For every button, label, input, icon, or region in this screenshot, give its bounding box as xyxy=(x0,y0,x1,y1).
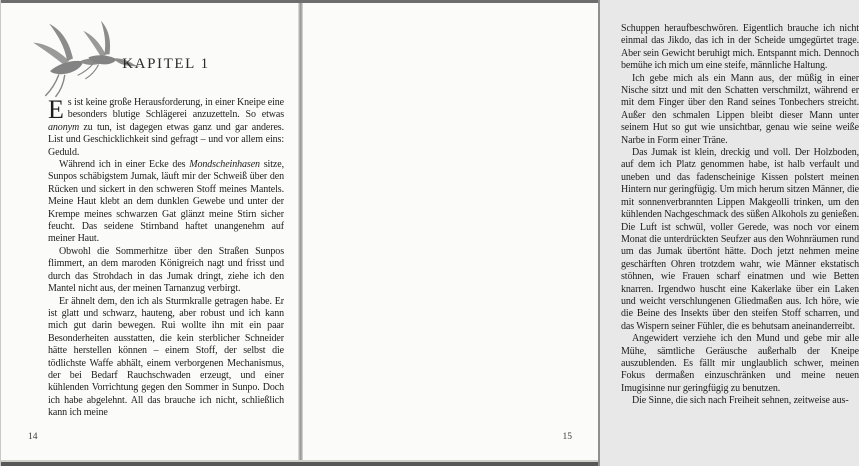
left-page xyxy=(0,0,298,462)
drop-cap: E xyxy=(48,95,64,124)
right-page-text xyxy=(621,23,859,408)
paragraph: Die Sinne, die sich nach Freiheit sehnen, zeitweise aus- xyxy=(632,395,849,407)
photo-edge-top xyxy=(0,0,600,3)
paragraph-text: s ist keine große Herausforderung, in einer Kneipe eine besonders blutige Schlägerei anzuzetteln. So etwas anonym zu tun, ist dagegen etwas ganz und gar anderes. List und Geschicklichkeit sind gefragt – und vor allem eins: Geduld. xyxy=(48,97,284,158)
photo-edge-left xyxy=(0,0,1,466)
page-number-right: 15 xyxy=(562,432,572,442)
paragraph: Er ähnelt dem, den ich als Sturmkralle getragen habe. Er ist glatt und schwarz, hauteng, aber robust und ich kann mich gut darin bewegen. Rui wollte ihn mit ein paar Besonderheiten ausstatten, die kein sterblicher Schneider hätte herstellen können – einem Stoff, der selbst die tödlichste Waffe abhält, einem verborgenen Mechanismus, der bei Bedarf Rauchschwaden erzeugt, und einer kühlenden Vorrichtung gegen den Sommer in Sunpo. Doch ich habe abgelehnt. All das brauche ich nicht, schließlich kann ich meine xyxy=(48,295,284,419)
page-number-left: 14 xyxy=(28,432,38,442)
flying-cranes-icon xyxy=(28,10,152,98)
paragraph: Ich gebe mich als ein Mann aus, der müßig in einer Nische sitzt und mit den Schatten verschmilzt, während er mit dem Finger über den Rand seines Tonbechers streicht. Außer den schmalen Lippen bleibt dieser Mann unter seinem Hut so gut wie unsichtbar, genau wie seine weiße Narbe in Form einer Träne. xyxy=(621,72,859,146)
paragraph xyxy=(48,97,284,159)
paragraph: Schuppen heraufbeschwören. Eigentlich brauche ich nicht einmal das Jikdo, das ich in der Scheide umgegürtet trage. Aber sein Gewicht beruhigt mich. Entspannt mich. Dennoch bemühe ich mich um eine steife, männliche Haltung. xyxy=(621,23,859,72)
paragraph: Das Jumak ist klein, dreckig und voll. Der Holzboden, auf dem ich Platz genommen habe, ist halb verfault und uneben und das fadenscheinige Kissen polstert meinen Hintern nur geringfügig. Um mich herum sitzen Männer, die mit sonnenverbrannten Lippen Makgeolli trinken, um den kühlenden Nachgeschmack des süßen Alkohols zu genießen. Die Luft ist schwül, voller Gerede, was noch vor einem Monat die unterdrückten Seufzer aus den Wohnräumen rund um das Jumak übertönt hätte. Doch jetzt nehmen meine geschärften Ohren trotzdem wahr, wie Männer ekstatisch stöhnen, wie Frauen scharf einatmen und wie Betten knarren. Irgendwo huscht eine Kakerlake über ein Laken und weicht verschlungenen Gliedmaßen aus. Ich höre, wie die Beine des Insekts über den steifen Stoff scharren, und das Wispern seiner Fühler, die es behutsam aneinanderreibt. xyxy=(621,147,859,332)
chapter-heading: KAPITEL 1 xyxy=(122,56,210,72)
cranes-illustration xyxy=(28,10,152,98)
paragraph: Angewidert verziehe ich den Mund und gebe mir alle Mühe, sämtliche Geräusche außerhalb der Kneipe auszublenden. Es fällt mir unglaublich schwer, meinen Fokus dermaßen einzuschränken und meine neuen Imugisinne nur geringfügig zu benutzen. xyxy=(621,333,859,394)
photo-edge-right xyxy=(598,0,600,466)
page-gutter xyxy=(298,0,303,466)
right-page xyxy=(303,0,859,462)
paragraph: Während ich in einer Ecke des Mondscheinhasen sitze, Sunpos schäbigstem Jumak, läuft mir der Schweiß über den Rücken und sickert in den schweren Stoff meines Mantels. Meine Haut klebt an dem dunklen Gewebe und unter der Krempe meines schwarzen Gat glänzt meine Stirn sicher feucht. Das seidene Stirnband haftet unangenehm auf meiner Haut. xyxy=(48,159,284,245)
photo-edge-bottom xyxy=(0,462,600,466)
left-page-text xyxy=(48,97,284,420)
paragraph: Obwohl die Sommerhitze über den Straßen Sunpos flimmert, an dem maroden Königreich nagt und frisst und durch das Strohdach in das Jumak dringt, ziehe ich den Mantel nicht aus, der meinen Tarnanzug verbirgt. xyxy=(48,245,284,295)
